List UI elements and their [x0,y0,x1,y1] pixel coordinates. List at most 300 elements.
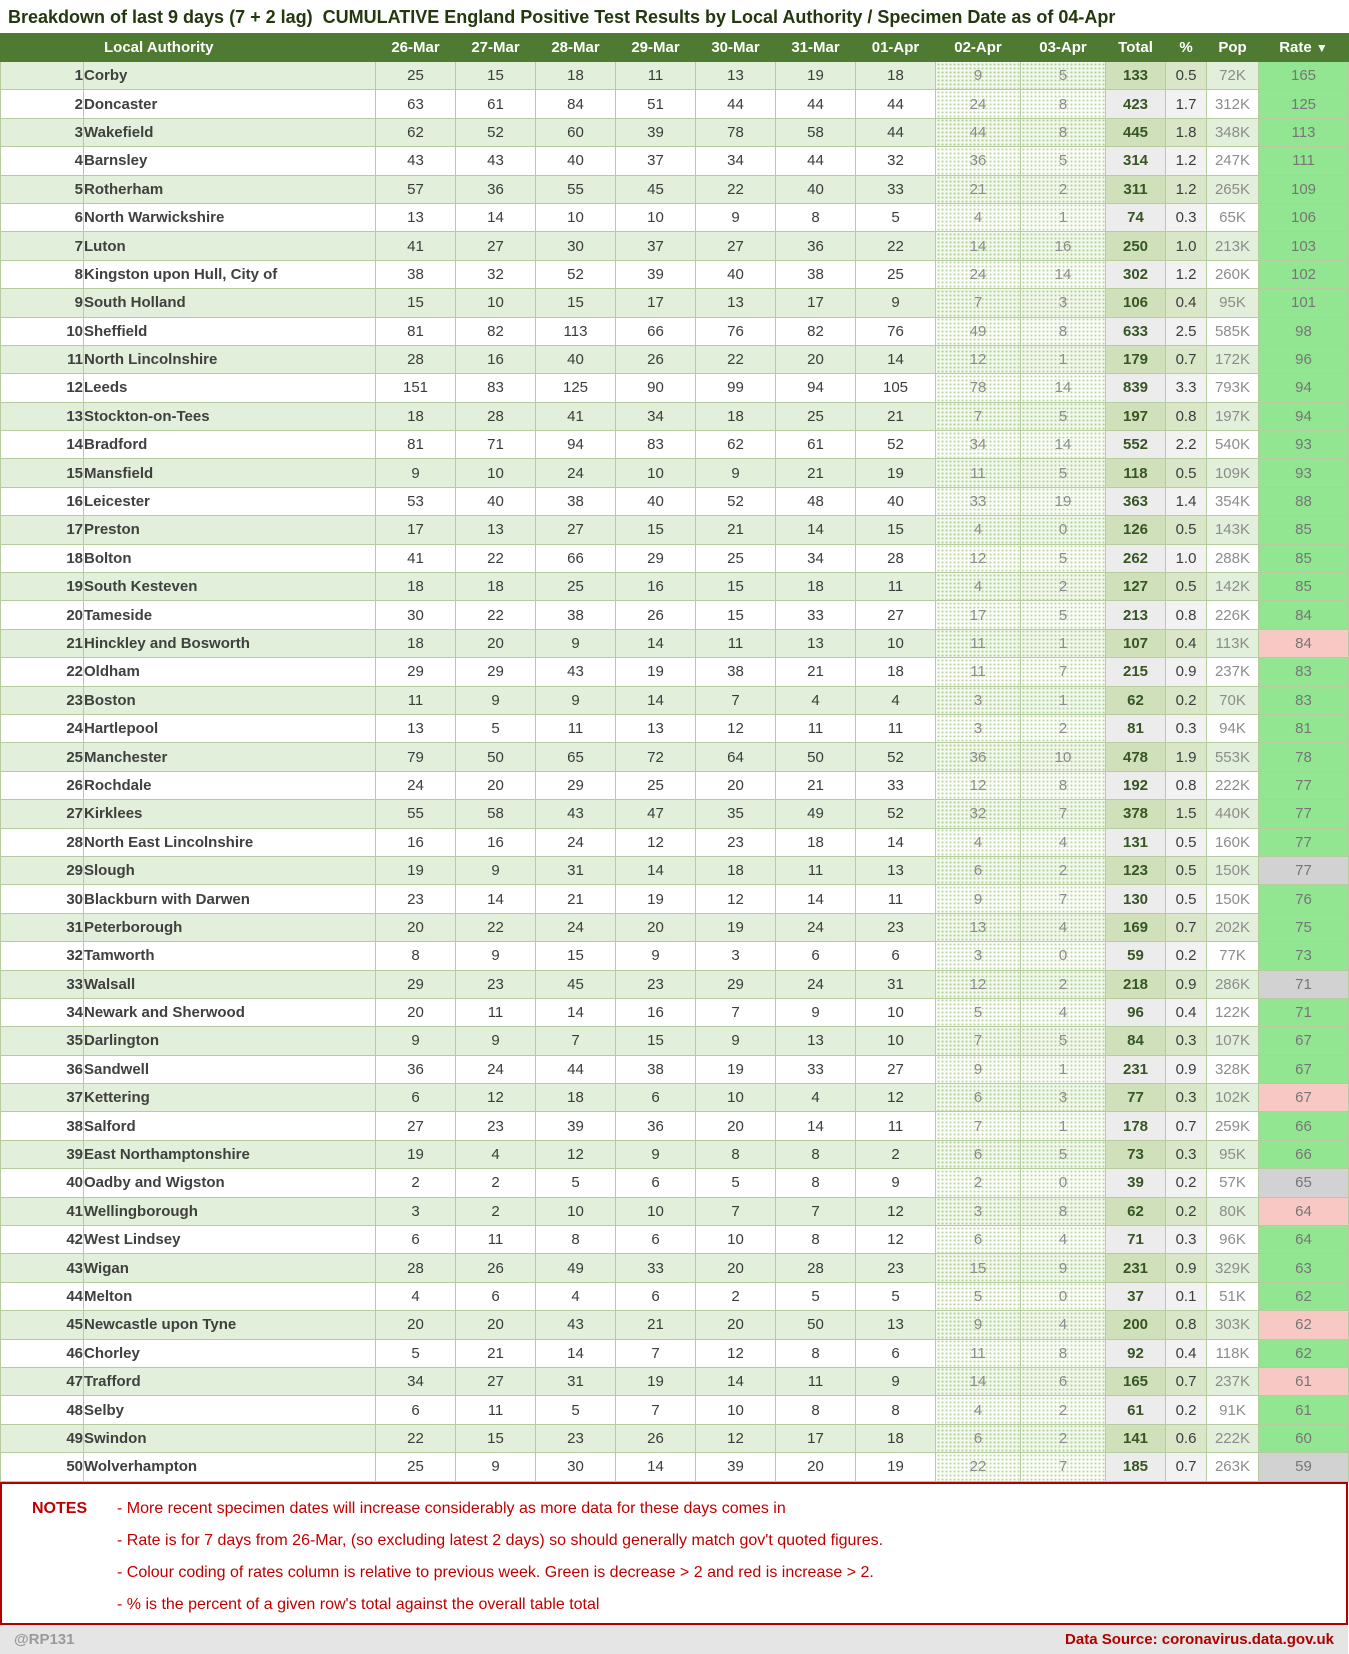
row-pct: 0.3 [1166,203,1207,231]
row-day-value: 17 [776,1424,856,1452]
row-day-value: 3 [696,942,776,970]
row-rate: 111 [1259,147,1349,175]
row-recent-value: 5 [1021,1027,1106,1055]
row-day-value: 27 [696,232,776,260]
row-rank: 17 [1,516,84,544]
row-rate: 101 [1259,289,1349,317]
row-rank: 42 [1,1226,84,1254]
row-day-value: 20 [456,771,536,799]
row-recent-value: 0 [1021,942,1106,970]
row-pct: 0.8 [1166,601,1207,629]
row-rank: 40 [1,1169,84,1197]
row-recent-value: 7 [936,1027,1021,1055]
row-pop: 102K [1207,1084,1259,1112]
row-recent-value: 12 [936,345,1021,373]
row-recent-value: 14 [1021,260,1106,288]
row-day-value: 30 [536,232,616,260]
row-day-value: 23 [376,885,456,913]
column-header-30-mar: 30-Mar [696,34,776,62]
row-day-value: 37 [616,232,696,260]
row-pct: 0.5 [1166,516,1207,544]
row-day-value: 21 [456,1339,536,1367]
row-total: 131 [1106,828,1166,856]
row-pop: 226K [1207,601,1259,629]
row-day-value: 40 [696,260,776,288]
row-authority: Trafford [84,1367,376,1395]
row-pop: 95K [1207,289,1259,317]
row-day-value: 43 [456,147,536,175]
row-day-value: 20 [456,1311,536,1339]
row-recent-value: 49 [936,317,1021,345]
row-day-value: 14 [616,686,696,714]
row-pop: 260K [1207,260,1259,288]
row-day-value: 125 [536,374,616,402]
row-rank: 5 [1,175,84,203]
row-pct: 1.2 [1166,175,1207,203]
row-day-value: 10 [616,1197,696,1225]
row-day-value: 51 [616,90,696,118]
row-day-value: 23 [696,828,776,856]
row-day-value: 11 [776,856,856,884]
row-day-value: 25 [536,573,616,601]
row-pct: 1.9 [1166,743,1207,771]
row-day-value: 151 [376,374,456,402]
row-rank: 28 [1,828,84,856]
row-rank: 41 [1,1197,84,1225]
row-pop: 72K [1207,62,1259,90]
row-day-value: 19 [856,459,936,487]
row-day-value: 22 [856,232,936,260]
table-row [1,714,1349,742]
row-recent-value: 1 [1021,1055,1106,1083]
row-recent-value: 5 [1021,459,1106,487]
row-rank: 26 [1,771,84,799]
row-day-value: 20 [776,345,856,373]
row-recent-value: 0 [1021,1282,1106,1310]
row-pop: 288K [1207,544,1259,572]
row-day-value: 4 [776,1084,856,1112]
row-authority: Sheffield [84,317,376,345]
row-rank: 32 [1,942,84,970]
row-recent-value: 5 [1021,147,1106,175]
row-recent-value: 4 [1021,1226,1106,1254]
row-day-value: 18 [856,62,936,90]
row-rank: 46 [1,1339,84,1367]
row-pop: 57K [1207,1169,1259,1197]
table-row [1,431,1349,459]
row-day-value: 30 [376,601,456,629]
row-day-value: 18 [856,658,936,686]
row-pct: 1.2 [1166,260,1207,288]
row-rate: 109 [1259,175,1349,203]
row-total: 123 [1106,856,1166,884]
row-rate: 84 [1259,629,1349,657]
row-pct: 0.3 [1166,714,1207,742]
table-row [1,459,1349,487]
row-day-value: 40 [536,147,616,175]
table-row [1,856,1349,884]
row-recent-value: 4 [936,1396,1021,1424]
table-row [1,345,1349,373]
row-recent-value: 0 [1021,516,1106,544]
row-pop: 118K [1207,1339,1259,1367]
row-rate: 62 [1259,1339,1349,1367]
table-row [1,658,1349,686]
table-row [1,601,1349,629]
row-authority: Walsall [84,970,376,998]
row-pct: 0.7 [1166,913,1207,941]
table-row [1,402,1349,430]
row-day-value: 72 [616,743,696,771]
row-rate: 83 [1259,658,1349,686]
row-rank: 22 [1,658,84,686]
row-day-value: 15 [536,942,616,970]
row-pop: 553K [1207,743,1259,771]
row-recent-value: 36 [936,147,1021,175]
row-day-value: 11 [776,714,856,742]
row-day-value: 76 [696,317,776,345]
column-header-02-apr: 02-Apr [936,34,1021,62]
row-rate: 94 [1259,402,1349,430]
row-recent-value: 8 [1021,771,1106,799]
table-row [1,1169,1349,1197]
row-authority: Wellingborough [84,1197,376,1225]
column-header-26-mar: 26-Mar [376,34,456,62]
row-pop: 222K [1207,771,1259,799]
row-day-value: 12 [696,885,776,913]
row-pct: 0.5 [1166,856,1207,884]
row-recent-value: 33 [936,487,1021,515]
row-pct: 2.5 [1166,317,1207,345]
row-day-value: 5 [856,203,936,231]
column-header-27-mar: 27-Mar [456,34,536,62]
row-day-value: 39 [616,118,696,146]
row-authority: Hartlepool [84,714,376,742]
row-authority: Hinckley and Bosworth [84,629,376,657]
row-day-value: 40 [616,487,696,515]
row-day-value: 18 [776,573,856,601]
row-day-value: 6 [616,1282,696,1310]
row-rate: 77 [1259,856,1349,884]
row-total: 61 [1106,1396,1166,1424]
row-day-value: 82 [456,317,536,345]
row-pop: 540K [1207,431,1259,459]
row-day-value: 58 [456,800,536,828]
row-day-value: 32 [856,147,936,175]
row-recent-value: 3 [936,714,1021,742]
row-day-value: 13 [456,516,536,544]
row-recent-value: 4 [936,573,1021,601]
note-line: - % is the percent of a given row's total against the overall table total [117,1595,600,1613]
table-row [1,118,1349,146]
row-day-value: 50 [776,1311,856,1339]
row-day-value: 24 [376,771,456,799]
row-pct: 0.6 [1166,1424,1207,1452]
row-pct: 0.5 [1166,885,1207,913]
column-header-rate[interactable] [1259,34,1349,62]
row-authority: Salford [84,1112,376,1140]
notes-lines [117,1493,1346,1623]
row-recent-value: 1 [1021,203,1106,231]
table-row [1,1027,1349,1055]
column-header-28-mar: 28-Mar [536,34,616,62]
row-recent-value: 17 [936,601,1021,629]
row-day-value: 2 [456,1169,536,1197]
row-day-value: 79 [376,743,456,771]
row-pop: 70K [1207,686,1259,714]
row-pct: 0.5 [1166,573,1207,601]
row-day-value: 11 [456,1226,536,1254]
row-pct: 0.8 [1166,771,1207,799]
row-day-value: 10 [696,1084,776,1112]
row-day-value: 20 [696,771,776,799]
row-day-value: 6 [376,1084,456,1112]
row-authority: South Kesteven [84,573,376,601]
row-day-value: 9 [856,289,936,317]
row-pct: 0.5 [1166,828,1207,856]
row-recent-value: 5 [1021,601,1106,629]
row-total: 127 [1106,573,1166,601]
table-row [1,573,1349,601]
row-day-value: 16 [376,828,456,856]
row-day-value: 37 [616,147,696,175]
rate-header-label: Rate [1279,39,1316,56]
row-recent-value: 12 [936,771,1021,799]
row-rank: 29 [1,856,84,884]
row-authority: Corby [84,62,376,90]
row-day-value: 19 [376,856,456,884]
row-day-value: 13 [696,62,776,90]
row-day-value: 36 [456,175,536,203]
row-recent-value: 8 [1021,118,1106,146]
row-day-value: 12 [696,714,776,742]
row-rank: 34 [1,998,84,1026]
row-day-value: 6 [456,1282,536,1310]
row-pct: 0.7 [1166,1112,1207,1140]
row-day-value: 9 [856,1367,936,1395]
row-total: 218 [1106,970,1166,998]
row-recent-value: 11 [936,658,1021,686]
row-recent-value: 1 [1021,345,1106,373]
row-recent-value: 19 [1021,487,1106,515]
row-day-value: 22 [456,601,536,629]
row-pop: 91K [1207,1396,1259,1424]
row-total: 77 [1106,1084,1166,1112]
table-row [1,175,1349,203]
row-total: 141 [1106,1424,1166,1452]
row-day-value: 9 [456,686,536,714]
row-rate: 64 [1259,1197,1349,1225]
row-day-value: 55 [376,800,456,828]
row-day-value: 24 [776,913,856,941]
row-day-value: 14 [536,1339,616,1367]
row-day-value: 7 [616,1396,696,1424]
table-row [1,487,1349,515]
table-row [1,232,1349,260]
row-pct: 0.1 [1166,1282,1207,1310]
row-pop: 312K [1207,90,1259,118]
row-recent-value: 15 [936,1254,1021,1282]
row-total: 231 [1106,1055,1166,1083]
row-total: 311 [1106,175,1166,203]
row-day-value: 44 [776,147,856,175]
row-pct: 1.0 [1166,544,1207,572]
row-day-value: 13 [616,714,696,742]
row-recent-value: 8 [1021,317,1106,345]
row-recent-value: 4 [936,828,1021,856]
row-day-value: 48 [776,487,856,515]
row-day-value: 39 [536,1112,616,1140]
row-day-value: 7 [616,1339,696,1367]
row-day-value: 33 [856,771,936,799]
row-pct: 2.2 [1166,431,1207,459]
row-recent-value: 7 [1021,1453,1106,1481]
row-recent-value: 9 [936,1311,1021,1339]
row-pop: 150K [1207,856,1259,884]
row-recent-value: 21 [936,175,1021,203]
row-authority: Selby [84,1396,376,1424]
row-day-value: 7 [696,998,776,1026]
row-authority: Rochdale [84,771,376,799]
row-day-value: 9 [856,1169,936,1197]
row-rate: 102 [1259,260,1349,288]
row-day-value: 9 [536,629,616,657]
row-day-value: 10 [696,1226,776,1254]
row-day-value: 6 [616,1226,696,1254]
row-total: 118 [1106,459,1166,487]
row-day-value: 60 [536,118,616,146]
row-day-value: 18 [856,1424,936,1452]
row-recent-value: 78 [936,374,1021,402]
row-authority: Sandwell [84,1055,376,1083]
row-recent-value: 8 [1021,1339,1106,1367]
row-recent-value: 44 [936,118,1021,146]
row-day-value: 13 [696,289,776,317]
row-day-value: 4 [536,1282,616,1310]
table-row [1,629,1349,657]
row-day-value: 13 [776,1027,856,1055]
row-rate: 77 [1259,828,1349,856]
row-day-value: 11 [856,1112,936,1140]
row-rank: 23 [1,686,84,714]
row-pop: 222K [1207,1424,1259,1452]
row-day-value: 18 [456,573,536,601]
row-day-value: 10 [536,203,616,231]
row-authority: Newcastle upon Tyne [84,1311,376,1339]
row-day-value: 33 [616,1254,696,1282]
row-day-value: 44 [856,118,936,146]
row-authority: Leeds [84,374,376,402]
row-day-value: 43 [536,658,616,686]
row-authority: Oldham [84,658,376,686]
row-authority: Mansfield [84,459,376,487]
row-day-value: 41 [376,232,456,260]
row-day-value: 23 [456,1112,536,1140]
table-row [1,913,1349,941]
row-rank: 18 [1,544,84,572]
row-day-value: 20 [696,1311,776,1339]
row-day-value: 11 [616,62,696,90]
row-authority: North East Lincolnshire [84,828,376,856]
row-day-value: 38 [536,487,616,515]
row-pop: 143K [1207,516,1259,544]
row-day-value: 84 [536,90,616,118]
row-day-value: 2 [376,1169,456,1197]
row-rate: 67 [1259,1027,1349,1055]
row-total: 62 [1106,686,1166,714]
row-pop: 440K [1207,800,1259,828]
row-rate: 84 [1259,601,1349,629]
row-day-value: 12 [856,1084,936,1112]
row-day-value: 24 [776,970,856,998]
row-rank: 24 [1,714,84,742]
row-total: 37 [1106,1282,1166,1310]
row-day-value: 19 [616,885,696,913]
row-authority: Tameside [84,601,376,629]
row-rate: 66 [1259,1140,1349,1168]
row-authority: Kettering [84,1084,376,1112]
row-recent-value: 8 [1021,90,1106,118]
row-recent-value: 12 [936,970,1021,998]
row-authority: North Lincolnshire [84,345,376,373]
row-rank: 49 [1,1424,84,1452]
table-row [1,544,1349,572]
table-row [1,1084,1349,1112]
row-rank: 2 [1,90,84,118]
row-day-value: 8 [776,203,856,231]
note-line: - Rate is for 7 days from 26-Mar, (so excluding latest 2 days) so should generally match gov't quoted figures. [117,1531,884,1549]
row-rate: 88 [1259,487,1349,515]
row-pct: 1.4 [1166,487,1207,515]
table-row [1,1339,1349,1367]
row-recent-value: 7 [1021,885,1106,913]
row-rate: 94 [1259,374,1349,402]
row-recent-value: 5 [936,1282,1021,1310]
row-recent-value: 6 [936,1140,1021,1168]
row-rank: 33 [1,970,84,998]
row-day-value: 94 [536,431,616,459]
row-rate: 83 [1259,686,1349,714]
row-pct: 0.2 [1166,686,1207,714]
row-day-value: 33 [776,1055,856,1083]
note-line: - Colour coding of rates column is relative to previous week. Green is decrease > 2 and red is increase > 2. [117,1563,874,1581]
row-total: 106 [1106,289,1166,317]
row-total: 192 [1106,771,1166,799]
row-recent-value: 11 [936,1339,1021,1367]
row-pct: 0.7 [1166,1367,1207,1395]
row-rate: 63 [1259,1254,1349,1282]
row-day-value: 9 [616,1140,696,1168]
row-pct: 0.2 [1166,942,1207,970]
row-pop: 197K [1207,402,1259,430]
row-pop: 286K [1207,970,1259,998]
row-day-value: 2 [856,1140,936,1168]
table-row [1,998,1349,1026]
row-authority: Luton [84,232,376,260]
row-day-value: 3 [376,1197,456,1225]
row-day-value: 8 [536,1226,616,1254]
row-day-value: 24 [536,459,616,487]
row-day-value: 15 [696,573,776,601]
row-day-value: 15 [616,516,696,544]
row-day-value: 44 [536,1055,616,1083]
row-recent-value: 6 [936,856,1021,884]
row-recent-value: 4 [1021,1311,1106,1339]
row-day-value: 15 [616,1027,696,1055]
row-day-value: 21 [616,1311,696,1339]
row-recent-value: 6 [936,1424,1021,1452]
row-day-value: 27 [376,1112,456,1140]
